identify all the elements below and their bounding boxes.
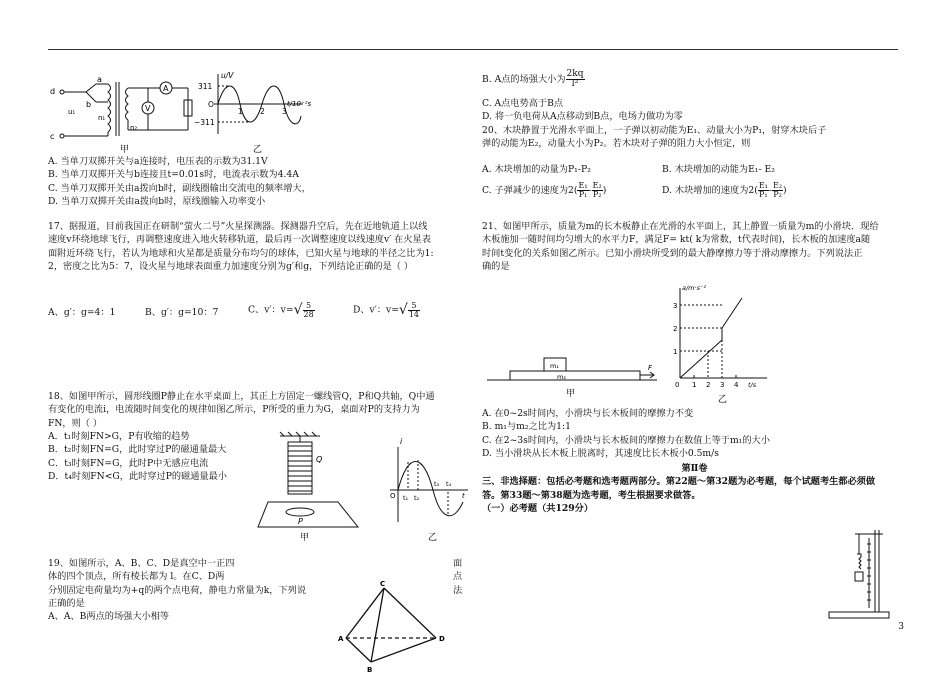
q21-option-d: D. 当小滑块从长木板上脱离时，其速度比长木板小0.5m/s [482, 448, 719, 460]
q19-option-a: A、A、B两点的场强大小相等 [48, 611, 170, 623]
q19-line2: 体的四个顶点，所有棱长都为 l。在C、D两 [48, 571, 225, 583]
q19-line1: 19、如图所示，A、B、C、D是真空中一正四 [48, 558, 235, 569]
q20-d-p2: P₂ [773, 190, 782, 199]
q19-line2-right: 点 [453, 571, 463, 582]
section-line1: 三、非选择题：包括必考题和选考题两部分。第22题～第32题为必考题，每个试题考生都必须做 [482, 476, 876, 488]
q18-option-b: B．t₂时刻FN=G，此时穿过P的磁通量最大 [48, 444, 227, 456]
apparatus-figure [827, 520, 907, 630]
q21-line2: 木板施加一随时间均匀增大的水平力F，满足F= kt( k为常数，t代表时间)，长木板的加速度a随 [482, 234, 871, 246]
tick-t3: 3 [282, 107, 287, 116]
q17-option-b: B、g′：g=10：7 [145, 307, 219, 318]
q17-line4: 2，密度之比为5：7，设火星与地球表面重力加速度分别为g′和g，下列结论正确的是（ ） [48, 261, 414, 273]
q17-c-den: 28 [303, 309, 314, 319]
q18-line3: FN，则（ ） [48, 417, 103, 429]
q21-line1: 21、如图甲所示，质量为m的长木板静止在光滑的水平面上，其上静置一质量为m的小滑块．现给 [482, 221, 879, 232]
fig18-jia: 甲 [300, 533, 310, 543]
q20-d-text: D. 木块增加的速度为 [662, 185, 749, 196]
origin-o: O [208, 100, 214, 109]
t-axis-label: t/10⁻²s [287, 100, 312, 108]
q19-line4: 正确的是 [48, 598, 85, 610]
label-p: P [298, 517, 303, 526]
q21-option-c: C. 在2~3s时间内，小滑块与长木板间的摩擦力在数值上等于m₁的大小 [482, 434, 770, 446]
q17-option-d: D、v′：v=√ $\frac{5}{14}$ [353, 300, 420, 319]
q19-line1-right: 面 [453, 558, 463, 569]
q20-c-p1: P₁ [578, 190, 588, 199]
q20-d-minus: - [768, 185, 772, 196]
q20-d-two: 2( [748, 185, 758, 196]
q20-option-a: A. 木块增加的动量为P₁-P₂ [482, 164, 591, 175]
label-b: b [86, 100, 92, 109]
q21-option-b: B. m₁与m₂之比为1:1 [482, 421, 571, 433]
section-line3: （一）必考题（共129分） [482, 503, 594, 515]
label-m1: m₁ [550, 362, 559, 370]
xtick-1: 1 [692, 381, 697, 389]
ytick-2: 2 [673, 325, 678, 333]
t-axis-label-21: t/s [748, 381, 757, 389]
q20-d-p1: P₁ [759, 190, 768, 199]
header-rule [48, 49, 898, 50]
label-t3: t₃ [434, 480, 440, 488]
label-t1: t₁ [403, 494, 409, 502]
tick-t2: 2 [260, 107, 265, 116]
label-o: O [390, 492, 396, 500]
label-n1: n₁ [98, 114, 106, 122]
tick-t1: 1 [238, 107, 243, 116]
q20-c-minus: - [588, 185, 592, 196]
q19-cd [482, 97, 826, 150]
q18-line2: 有变化的电流i，电流随时间变化的规律如图乙所示，P所受的重力为G，桌面对P的支持力为 [48, 404, 420, 416]
q16-option-c: C. 当单刀双掷开关由a拨向b时，副线圈输出交流电的频率增大， [48, 182, 311, 194]
q20-c-e1: E₁ [578, 181, 588, 190]
label-t4: t₄ [446, 480, 452, 488]
q18-option-a: A．t₁时刻FN>G，P有收缩的趋势 [48, 431, 190, 443]
q17-d-text: D、v′：v= [353, 304, 399, 316]
q18-line1: 18、如图甲所示，圆形线圈P静止在水平桌面上，其正上方固定一螺线管Q，P和Q共轴，Q中通 [48, 391, 435, 402]
q19-b-den: l² [571, 79, 579, 89]
label-d: d [50, 87, 56, 96]
q20-line1: 20、木块静置于光滑水平面上，一子弹以初动能为E₁、动量大小为P₁，射穿木块后子 [482, 124, 827, 136]
fig16-jia: 甲 [120, 145, 130, 155]
vertex-d: D [439, 635, 445, 643]
q20-c-close: ) [602, 185, 607, 196]
section-line2: 答。第33题～第38题为选考题，考生根据要求做答。 [482, 489, 701, 501]
vertex-c: C [380, 580, 386, 588]
block-figure [482, 280, 782, 405]
q16-options [48, 155, 311, 208]
q17-option-a: A、g′：g=4：1 [48, 307, 116, 318]
tick-311: 311 [198, 82, 213, 91]
q20-c-p2: P₂ [592, 190, 602, 199]
label-t2: t₂ [414, 494, 420, 502]
fig18-yi: 乙 [428, 533, 438, 543]
q16-option-d: D. 当单刀双掷开关由a拨向b时，原线圈输入功率变小 [48, 196, 266, 208]
q20-c-two: 2( [568, 185, 578, 196]
label-u1: u₁ [68, 108, 76, 116]
q20-d-close: ) [783, 185, 787, 196]
vertex-a: A [338, 635, 344, 643]
q21-options [482, 407, 770, 460]
q19-option-c: C. A点电势高于B点 [482, 98, 564, 109]
q20-c-text: C. 子弹减少的速度为 [482, 185, 569, 196]
page-number: 3 [898, 621, 904, 632]
q17-c-num: 5 [303, 302, 315, 311]
q19-b-num: 2kq [566, 69, 584, 79]
xtick-4: 4 [734, 381, 739, 389]
section-2 [482, 462, 907, 515]
q17-line1: 17、据报道，目前我国正在研制“萤火二号”火星探测器。探测器升空后，先在近地轨道上以线 [48, 221, 428, 232]
q19-line3-right: 法 [453, 585, 463, 596]
q20-d-e1: E₁ [758, 181, 768, 190]
vertex-b: B [367, 666, 373, 674]
q21-line4: 确的是 [482, 261, 510, 273]
label-c: c [50, 132, 55, 141]
label-q: Q [316, 455, 323, 464]
ytick-3: 3 [673, 302, 678, 310]
section-title: 第Ⅱ卷 [681, 463, 708, 474]
fig16-yi: 乙 [253, 145, 263, 155]
label-t: t [462, 492, 465, 500]
q18-option-c: C．t₃时刻FN=G，此时P中无感应电流 [48, 457, 209, 469]
ammeter-label: A [163, 84, 169, 93]
transformer-figure [48, 70, 312, 155]
fig21-jia: 甲 [566, 389, 576, 399]
u-axis-label: u/V [221, 71, 234, 80]
q17-d-num: 5 [408, 302, 420, 311]
xtick-2: 2 [706, 381, 711, 389]
q16-option-b: B. 当单刀双掷开关与b连接且t=0.01s时，电流表示数为4.4A [48, 169, 299, 181]
voltmeter-label: V [145, 104, 151, 113]
origin-0: 0 [675, 381, 680, 389]
label-n2: n₂ [130, 124, 138, 132]
q17-line2: 速度v环绕地球飞行，再调整速度进入地火转移轨道，最后再一次调整速度以线速度v′ 在火星表 [48, 234, 431, 246]
q20-option-b: B. 木块增加的动能为E₁- E₂ [662, 164, 775, 175]
q19-line3: 分别固定电荷量均为+q的两个点电荷，静电力常量为k，下列说 [48, 584, 307, 596]
q20-c-e2: E₂ [592, 181, 602, 190]
label-a: a [97, 75, 102, 84]
q20-option-d [662, 182, 787, 199]
q16-option-a: A. 当单刀双掷开关与a连接时，电压表的示数为31.1V [48, 156, 268, 167]
label-i: i [400, 437, 403, 446]
q20-line2: 弹的动能为E₂，动量大小为P₂。若木块对子弹的阻力大小恒定，则 [482, 138, 751, 150]
a-axis-label: a/m·s⁻² [682, 284, 706, 292]
ytick-1: 1 [673, 348, 678, 356]
tetrahedron-figure [336, 580, 456, 675]
q21-line3: 时间t变化的关系如图乙所示。已知小滑块所受到的最大静摩擦力等于滑动摩擦力。下列说法正 [482, 247, 863, 259]
q20-option-c [482, 182, 606, 199]
q18-option-d: D．t₄时刻FN<G，此时穿过P的磁通量最小 [48, 471, 227, 483]
q19-b-text: B. A点的场强大小为 [482, 74, 566, 85]
label-f: F [648, 364, 653, 372]
q21 [482, 220, 879, 273]
tick-neg311: −311 [194, 118, 215, 127]
q17-d-den: 14 [408, 309, 420, 319]
q17-c-text: C、v′：v= [248, 304, 294, 316]
xtick-3: 3 [720, 381, 725, 389]
solenoid-figure [258, 432, 473, 542]
label-m2: m₂ [557, 373, 566, 381]
q17-option-c: C、v′：v=√ $\frac{5}{28}$ [248, 300, 314, 319]
q19-option-b [482, 70, 585, 89]
q19-option-d: D. 将一负电荷从A点移动到B点，电场力做功为零 [482, 111, 683, 123]
q20-d-e2: E₂ [772, 181, 783, 190]
q17 [48, 220, 434, 273]
fig21-yi: 乙 [718, 395, 728, 405]
q21-option-a: A. 在0~2s时间内，小滑块与长木板间的摩擦力不变 [482, 408, 694, 419]
q17-line3: 面附近环绕飞行，若认为地球和火星都是质量分布均匀的球体，已知火星与地球的半径之比为1: [48, 247, 434, 259]
